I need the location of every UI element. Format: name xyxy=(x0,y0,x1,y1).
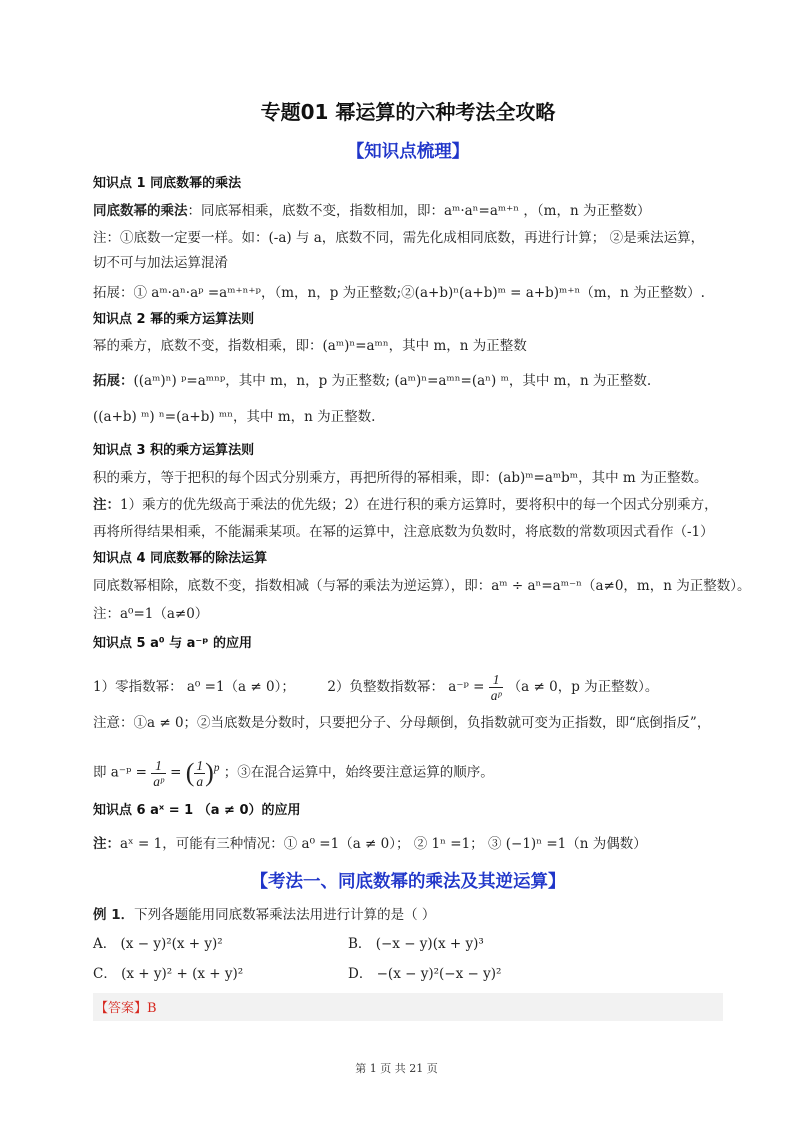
kp5-fraction-2: $\frac{1}{a}$ xyxy=(196,757,204,789)
kp1-line1 xyxy=(93,201,733,221)
kp5-condition: （a ≠ 0，p 为正整数）。 xyxy=(507,679,659,695)
kp5-reciprocal-suffix: ；③在混合运算中，始终要注意运算的顺序。 xyxy=(223,764,494,781)
option-a: A． (x − y)²(x + y)² xyxy=(93,936,223,952)
answer-text: 【答案】B xyxy=(95,1001,157,1016)
kp2-extension-text: ((aᵐ)ⁿ) ᵖ=aᵐⁿᵖ，其中 m，n，p 为正整数; (aᵐ)ⁿ=aᵐⁿ=(aⁿ) ᵐ，其中 m，n 为正整数. xyxy=(133,373,652,389)
kp3-line3: 再将所得结果相乘，不能漏乘某项。在幂的运算中，注意底数为负数时，将底数的常数项因式看作（-1） xyxy=(93,524,714,540)
kp1-heading: 知识点 1 同底数幂的乘法 xyxy=(93,176,242,191)
kp5-negative-exponent: 2）负整数指数幂： a⁻ᵖ = xyxy=(327,679,485,695)
kp5-line3: 即 a⁻ᵖ = $\frac{1}{\text{aᵖ}}$ = ( $\frac{1}{a}$ )$^p$ ；③在混合运算中，始终要注意运算的顺序。 xyxy=(93,757,494,789)
kp4-line1: 同底数幂相除，底数不变，指数相减（与幂的乘法为逆运算），即：aᵐ ÷ aⁿ=aᵐ⁻ⁿ（a≠0，m，n 为正整数）。 xyxy=(93,578,751,594)
kp5-fraction: $\frac{1}{\text{aᵖ}}$ xyxy=(490,672,502,703)
kp5-zero-exponent: 1）零指数幂： a⁰ =1（a ≠ 0）； xyxy=(93,679,295,695)
kp2-line3: ((a+b) ᵐ) ⁿ=(a+b) ᵐⁿ，其中 m，n 为正整数. xyxy=(93,409,376,425)
example-text: 下列各题能用同底数幂乘法法用进行计算的是（ ） xyxy=(134,907,436,923)
example-label: 例 1． xyxy=(93,907,135,923)
option-c: C． (x + y)² + (x + y)² xyxy=(93,966,244,982)
kp3-heading: 知识点 3 积的乘方运算法则 xyxy=(93,443,255,458)
option-b: B． (−x − y)(x + y)³ xyxy=(348,936,484,952)
kp6-note-text: aˣ = 1，可能有三种情况：① a⁰ =1（a ≠ 0）； ② 1ⁿ =1； ③ (−1)ⁿ =1（n 为偶数） xyxy=(120,836,647,852)
kp6-heading: 知识点 6 aˣ = 1 （a ≠ 0）的应用 xyxy=(93,803,301,818)
kp6-line1 xyxy=(93,834,733,854)
kp5-reciprocal-prefix: 即 a⁻ᵖ = xyxy=(93,764,147,781)
example-question xyxy=(93,905,733,925)
kp2-line2 xyxy=(93,371,733,391)
kp5-note: 注意：①a ≠ 0；②当底数是分数时，只要把分子、分母颠倒，负指数就可变为正指数，即“底倒指反”， xyxy=(93,715,711,731)
kp1-text: ：同底幂相乘，底数不变，指数相加，即：aᵐ·aⁿ=aᵐ⁺ⁿ ，（m，n 为正整数） xyxy=(187,203,651,219)
kp5-exponent: p xyxy=(213,762,220,774)
option-d: D． −(x − y)²(−x − y)² xyxy=(348,966,502,982)
kp1-label: 同底数幂的乘法 xyxy=(93,203,188,219)
section-heading-method-one: 【考法一、同底数幂的乘法及其逆运算】 xyxy=(250,872,566,892)
kp1-extension: 拓展：① aᵐ·aⁿ·aᵖ =aᵐ⁺ⁿ⁺ᵖ，（m，n，p 为正整数;②(a+b)ⁿ(a+b)ᵐ = a+b)ᵐ⁺ⁿ（m，n 为正整数）. xyxy=(93,285,705,301)
section-heading-knowledge: 【知识点梳理】 xyxy=(346,142,470,162)
kp3-note-text: 1）乘方的优先级高于乘法的优先级；2）在进行积的乘方运算时，要将积中的每一个因式分别乘方， xyxy=(120,497,718,513)
answer-box xyxy=(93,993,723,1021)
kp1-note-line2: 切不可与加法运算混淆 xyxy=(93,255,228,271)
kp4-line2: 注：a⁰=1（a≠0） xyxy=(93,606,209,622)
kp6-note-label: 注： xyxy=(93,836,120,852)
kp3-line1: 积的乘方，等于把积的每个因式分别乘方，再把所得的幂相乘，即：(ab)ᵐ=aᵐbᵐ，其中 m 为正整数。 xyxy=(93,470,708,486)
kp2-heading: 知识点 2 幂的乘方运算法则 xyxy=(93,312,255,327)
kp5-heading: 知识点 5 a⁰ 与 a⁻ᵖ 的应用 xyxy=(93,636,253,651)
kp1-note-line1: 注：①底数一定要一样。如：(-a) 与 a，底数不同，需先化成相同底数，再进行计算； ②是乘法运算， xyxy=(93,230,705,246)
kp4-heading: 知识点 4 同底数幂的除法运算 xyxy=(93,551,268,566)
kp5-fraction-1: $\frac{1}{\text{aᵖ}}$ xyxy=(153,757,164,789)
kp2-extension-label: 拓展： xyxy=(93,373,134,389)
page-footer: 第 1 页 共 21 页 xyxy=(355,1062,438,1075)
kp2-line1: 幂的乘方，底数不变，指数相乘，即：(aᵐ)ⁿ=aᵐⁿ，其中 m，n 为正整数 xyxy=(93,338,527,354)
kp5-line1 xyxy=(93,670,733,704)
kp3-note-label: 注： xyxy=(93,497,120,513)
kp3-line2 xyxy=(93,495,733,515)
document-title: 专题01 幂运算的六种考法全攻略 xyxy=(260,100,556,124)
